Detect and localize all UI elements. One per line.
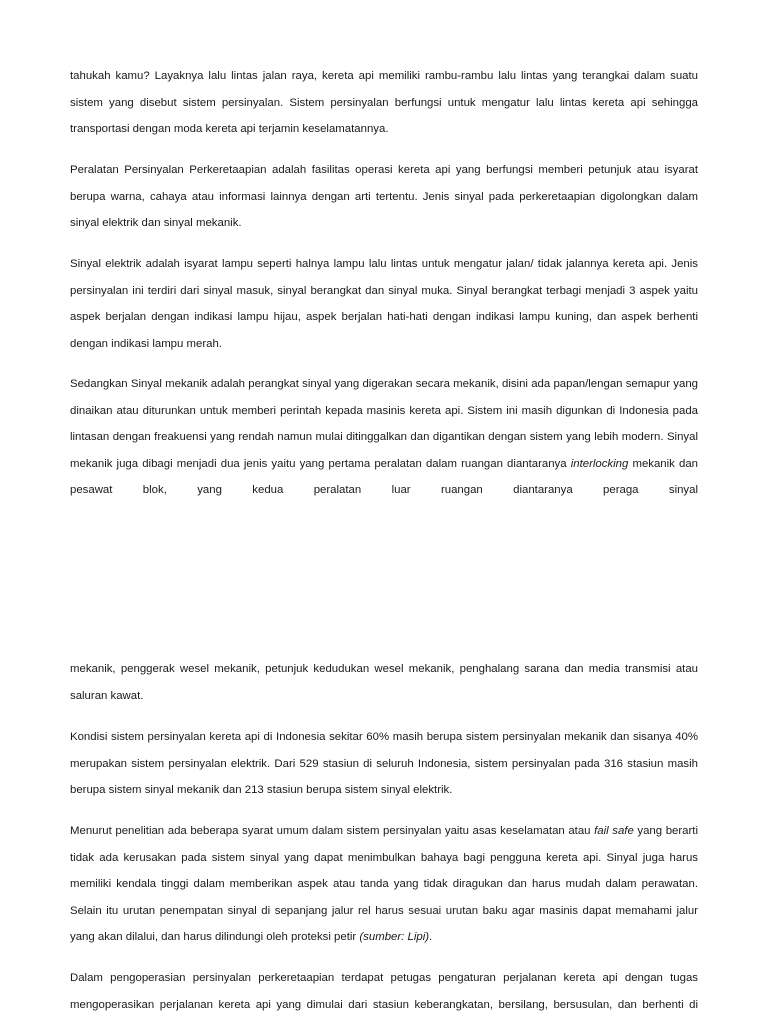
paragraph-mechanical-signal xyxy=(70,371,698,504)
paragraph-text: Sedangkan Sinyal mekanik adalah perangkat sinyal yang digerakan secara mekanik, disini ada papan/lengan semapur yang dinaikan atau diturunkan untuk memberi perintah kepada masinis kereta api. Sistem ini masih digunkan di Indonesia pada lintasan dengan freakuensi yang rendah namun mulai ditinggalkan dan digantikan dengan sistem yang lebih modern. Sinyal mekanik juga dibagi menjadi dua jenis yaitu yang pertama peralatan dalam ruangan diantaranya xyxy=(70,378,698,470)
paragraph-signaling-conditions: Kondisi sistem persinyalan kereta api di Indonesia sekitar 60% masih berupa sistem persinyalan mekanik dan sisanya 40% merupakan sistem persinyalan elektrik. Dari 529 stasiun di seluruh Indonesia, sistem persinyalan pada 316 stasiun masih berupa sistem sinyal mekanik dan 213 stasiun berupa sistem sinyal elektrik. xyxy=(70,731,698,797)
paragraph-signaling-operation: Dalam pengoperasian persinyalan perkeretaapian terdapat petugas pengaturan perjalanan kereta api dengan tugas mengoperasikan perjalanan kereta api yang dimulai dari stasiun keberangkatan, bersilang, bersusulan, dan berhenti di xyxy=(70,972,698,1011)
italic-term: fail safe xyxy=(594,825,634,837)
paragraph-text: . xyxy=(429,931,433,944)
paragraph-electric-signal: Sinyal elektrik adalah isyarat lampu seperti halnya lampu lalu lintas untuk mengatur jalan/ tidak jalannya kereta api. Jenis persinyalan ini terdiri dari sinyal masuk, sinyal berangkat dan sinyal muka. Sinyal berangkat terbagi menjadi 3 aspek yaitu aspek berjalan dengan indikasi lampu hijau, aspek berjalan hati-hati dengan indikasi lampu kuning, dan aspek berhenti dengan indikasi lampu merah. xyxy=(70,258,698,350)
paragraph-text: yang berarti tidak ada kerusakan pada sistem sinyal yang dapat menimbulkan bahaya bagi pengguna kereta api. Sinyal juga harus memiliki kendala tinggi dalam memberikan aspek atau tanda yang tidak diragukan dan harus mudah dalam perawatan. Selain itu urutan penempatan sinyal di sepanjang jalur rel harus sesuai urutan baku agar masinis dapat memahami jalur yang akan dilalui, dan harus dilindungi oleh proteksi petir xyxy=(70,825,698,944)
paragraph-signaling-intro: tahukah kamu? Layaknya lalu lintas jalan raya, kereta api memiliki rambu-rambu lalu lintas yang terangkai dalam suatu sistem yang disebut sistem persinyalan. Sistem persinyalan berfungsi untuk mengatur lalu lintas kereta api sehingga transportasi dengan moda kereta api terjamin keselamatannya. xyxy=(70,70,698,136)
italic-source: (sumber: Lipi) xyxy=(359,931,430,944)
paragraph-text: Menurut penelitian ada beberapa syarat umum dalam sistem persinyalan yaitu asas keselamatan atau xyxy=(70,825,595,837)
italic-term: interlocking xyxy=(570,457,629,470)
paragraph-text: mekanik dan pesawat blok, yang kedua peralatan luar ruangan diantaranya peraga sinyal xyxy=(70,457,698,497)
paragraph-mechanical-signal-continued: mekanik, penggerak wesel mekanik, petunjuk kedudukan wesel mekanik, penghalang sarana dan media transmisi atau saluran kawat. xyxy=(70,663,698,702)
paragraph-signaling-equipment: Peralatan Persinyalan Perkeretaapian adalah fasilitas operasi kereta api yang berfungsi memberi petunjuk atau isyarat berupa warna, cahaya atau informasi lainnya dengan arti tertentu. Jenis sinyal pada perkeretaapian digolongkan dalam sinyal elektrik dan sinyal mekanik. xyxy=(70,164,698,230)
paragraph-signaling-requirements xyxy=(70,818,698,951)
